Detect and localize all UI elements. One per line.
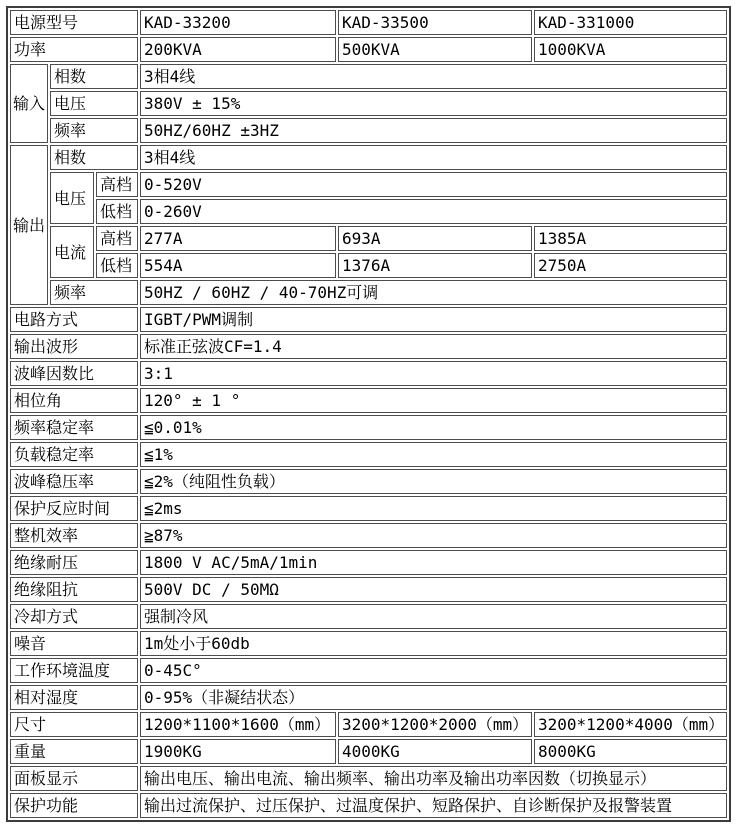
output-frequency-value: 50HZ / 60HZ / 40-70HZ可调 — [140, 280, 727, 305]
row-input-frequency — [10, 118, 727, 143]
crest-factor-value: 3:1 — [140, 361, 727, 386]
spec-table — [6, 6, 731, 822]
row-panel-display — [10, 766, 727, 791]
load-stability-label: 负载稳定率 — [10, 442, 138, 467]
output-group-label: 输出 — [10, 145, 48, 305]
noise-label: 噪音 — [10, 631, 138, 656]
power-value-1: 200KVA — [140, 37, 336, 62]
row-noise — [10, 631, 727, 656]
row-model — [10, 10, 727, 35]
protection-functions-value: 输出过流保护、过压保护、过温度保护、短路保护、自诊断保护及报警装置 — [140, 793, 727, 818]
row-efficiency — [10, 523, 727, 548]
input-frequency-label: 频率 — [50, 118, 138, 143]
dimensions-value-1: 1200*1100*1600（mm） — [140, 712, 336, 737]
power-label: 功率 — [10, 37, 138, 62]
cooling-label: 冷却方式 — [10, 604, 138, 629]
output-current-label: 电流 — [50, 226, 94, 278]
output-voltage-high-value: 0-520V — [140, 172, 727, 197]
efficiency-value: ≧87% — [140, 523, 727, 548]
noise-value: 1m处小于60db — [140, 631, 727, 656]
input-phase-value: 3相4线 — [140, 64, 727, 89]
output-current-low-value-3: 2750A — [534, 253, 727, 278]
output-voltage-label: 电压 — [50, 172, 94, 224]
output-phase-label: 相数 — [50, 145, 138, 170]
insulation-resistance-value: 500V DC / 50MΩ — [140, 577, 727, 602]
output-current-high-label: 高档 — [96, 226, 138, 251]
protection-response-time-label: 保护反应时间 — [10, 496, 138, 521]
weight-value-3: 8000KG — [534, 739, 727, 764]
phase-angle-label: 相位角 — [10, 388, 138, 413]
row-input-voltage — [10, 91, 727, 116]
dimensions-value-2: 3200*1200*2000（mm） — [338, 712, 532, 737]
row-input-phase — [10, 64, 727, 89]
row-crest-factor — [10, 361, 727, 386]
input-frequency-value: 50HZ/60HZ ±3HZ — [140, 118, 727, 143]
row-operating-temperature — [10, 658, 727, 683]
frequency-stability-label: 频率稳定率 — [10, 415, 138, 440]
output-waveform-value: 标准正弦波CF=1.4 — [140, 334, 727, 359]
efficiency-label: 整机效率 — [10, 523, 138, 548]
row-power — [10, 37, 727, 62]
panel-display-label: 面板显示 — [10, 766, 138, 791]
output-current-high-value-1: 277A — [140, 226, 336, 251]
weight-value-2: 4000KG — [338, 739, 532, 764]
model-value-kad331000: KAD-331000 — [534, 10, 727, 35]
row-protection-functions — [10, 793, 727, 818]
output-current-high-value-2: 693A — [338, 226, 532, 251]
row-cooling — [10, 604, 727, 629]
dimensions-value-3: 3200*1200*4000（mm） — [534, 712, 727, 737]
row-phase-angle — [10, 388, 727, 413]
row-relative-humidity — [10, 685, 727, 710]
output-current-low-value-2: 1376A — [338, 253, 532, 278]
row-insulation-resistance — [10, 577, 727, 602]
row-dimensions — [10, 712, 727, 737]
operating-temperature-label: 工作环境温度 — [10, 658, 138, 683]
phase-angle-value: 120° ± 1 ° — [140, 388, 727, 413]
power-value-3: 1000KVA — [534, 37, 727, 62]
model-value-kad33200: KAD-33200 — [140, 10, 336, 35]
frequency-stability-value: ≦0.01% — [140, 415, 727, 440]
row-weight — [10, 739, 727, 764]
cooling-value: 强制冷风 — [140, 604, 727, 629]
row-circuit-mode — [10, 307, 727, 332]
protection-functions-label: 保护功能 — [10, 793, 138, 818]
relative-humidity-label: 相对湿度 — [10, 685, 138, 710]
output-current-low-label: 低档 — [96, 253, 138, 278]
output-phase-value: 3相4线 — [140, 145, 727, 170]
load-stability-value: ≦1% — [140, 442, 727, 467]
output-voltage-high-label: 高档 — [96, 172, 138, 197]
output-current-low-value-1: 554A — [140, 253, 336, 278]
insulation-withstand-value: 1800 V AC/5mA/1min — [140, 550, 727, 575]
insulation-withstand-label: 绝缘耐压 — [10, 550, 138, 575]
output-waveform-label: 输出波形 — [10, 334, 138, 359]
output-voltage-low-label: 低档 — [96, 199, 138, 224]
row-output-waveform — [10, 334, 727, 359]
crest-voltage-stability-value: ≦2%（纯阻性负载） — [140, 469, 727, 494]
row-load-stability — [10, 442, 727, 467]
row-frequency-stability — [10, 415, 727, 440]
row-output-current-high — [10, 226, 727, 251]
protection-response-time-value: ≦2ms — [140, 496, 727, 521]
crest-factor-label: 波峰因数比 — [10, 361, 138, 386]
input-phase-label: 相数 — [50, 64, 138, 89]
insulation-resistance-label: 绝缘阻抗 — [10, 577, 138, 602]
operating-temperature-value: 0-45C° — [140, 658, 727, 683]
row-output-phase — [10, 145, 727, 170]
row-output-voltage-low — [10, 199, 727, 224]
row-output-voltage-high — [10, 172, 727, 197]
dimensions-label: 尺寸 — [10, 712, 138, 737]
row-crest-voltage-stability — [10, 469, 727, 494]
input-voltage-value: 380V ± 15% — [140, 91, 727, 116]
output-voltage-low-value: 0-260V — [140, 199, 727, 224]
circuit-mode-label: 电路方式 — [10, 307, 138, 332]
weight-value-1: 1900KG — [140, 739, 336, 764]
power-value-2: 500KVA — [338, 37, 532, 62]
row-output-current-low — [10, 253, 727, 278]
model-label: 电源型号 — [10, 10, 138, 35]
relative-humidity-value: 0-95%（非凝结状态） — [140, 685, 727, 710]
output-current-high-value-3: 1385A — [534, 226, 727, 251]
crest-voltage-stability-label: 波峰稳压率 — [10, 469, 138, 494]
circuit-mode-value: IGBT/PWM调制 — [140, 307, 727, 332]
panel-display-value: 输出电压、输出电流、输出频率、输出功率及输出功率因数（切换显示） — [140, 766, 727, 791]
model-value-kad33500: KAD-33500 — [338, 10, 532, 35]
weight-label: 重量 — [10, 739, 138, 764]
input-voltage-label: 电压 — [50, 91, 138, 116]
row-output-frequency — [10, 280, 727, 305]
row-insulation-withstand — [10, 550, 727, 575]
output-frequency-label: 频率 — [50, 280, 138, 305]
row-protection-response-time — [10, 496, 727, 521]
input-group-label: 输入 — [10, 64, 48, 143]
